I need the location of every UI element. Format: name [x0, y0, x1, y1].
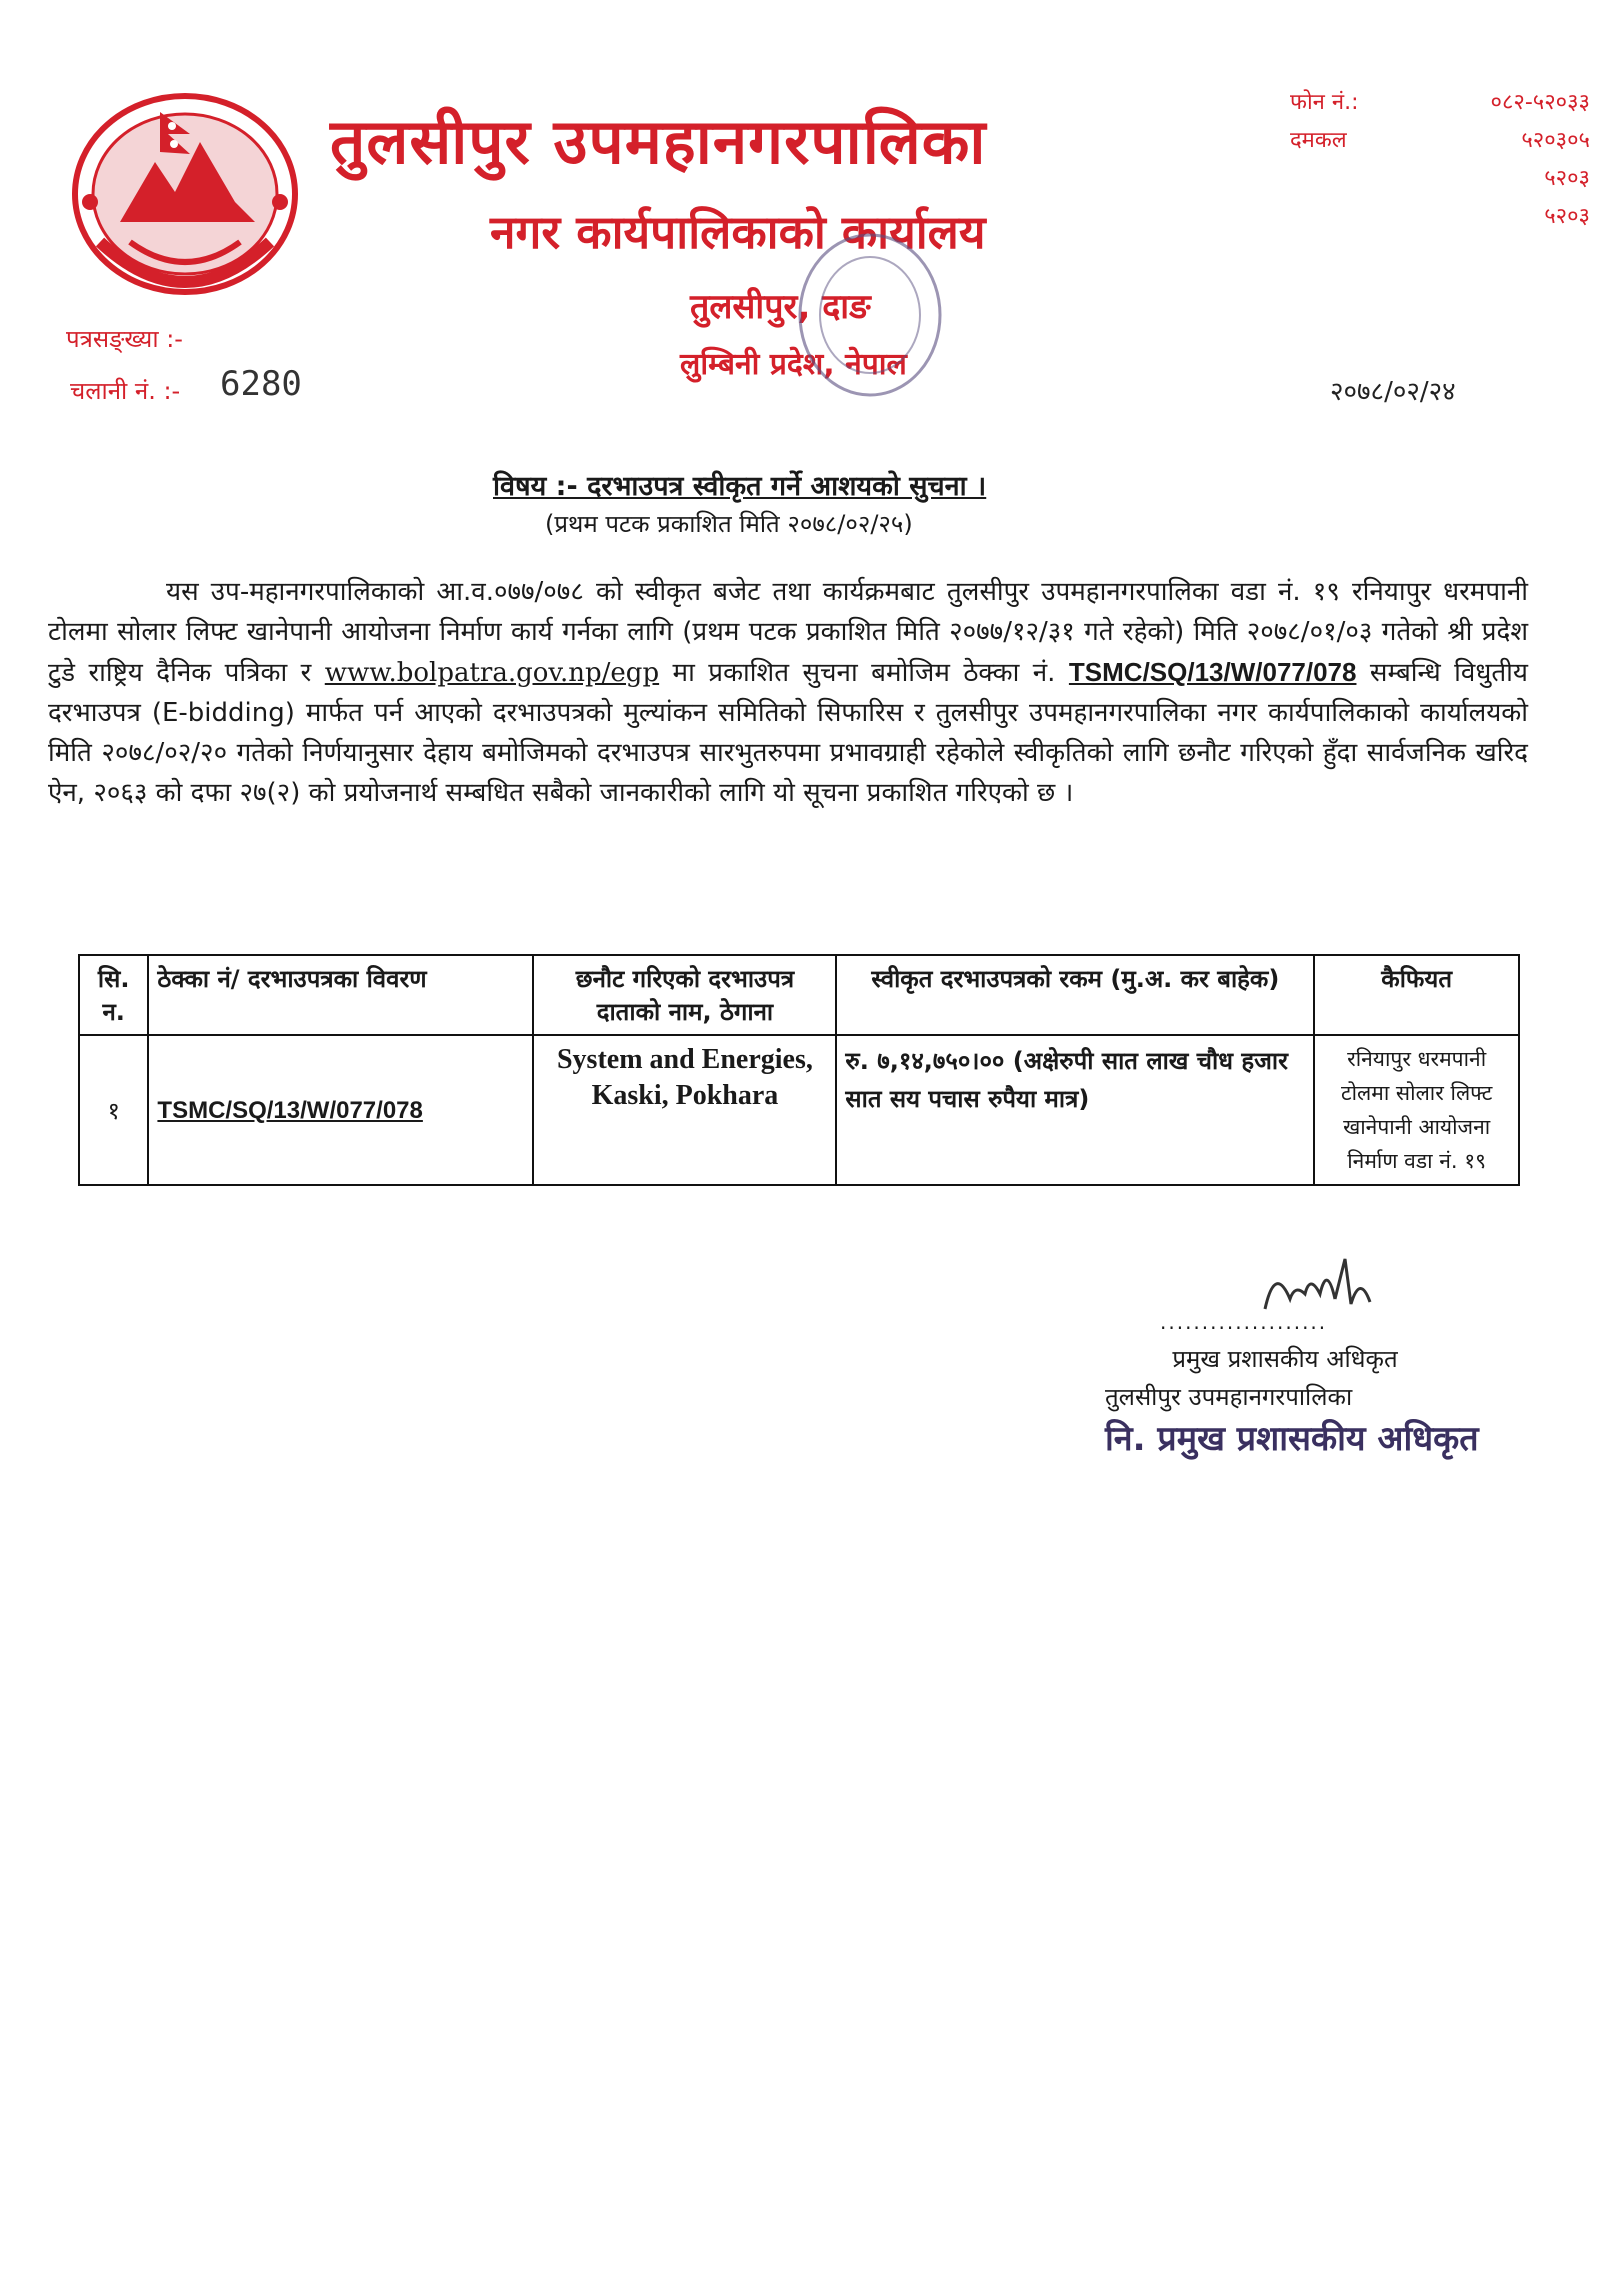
signatory-stamp: नि. प्रमुख प्रशासकीय अधिकृत [1105, 1419, 1479, 1459]
signatory-title: प्रमुख प्रशासकीय अधिकृत [1172, 1345, 1398, 1373]
cell-remarks: रनियापुर धरमपानी टोलमा सोलार लिफ्ट खानेपानी आयोजना निर्माण वडा नं. १९ [1314, 1035, 1519, 1185]
contact-extra: ५२०३ [1544, 166, 1590, 191]
body-text: यस उप-महानगरपालिकाको आ.व.०७७/०७८ को स्वीकृत बजेट तथा कार्यक्रमबाट तुलसीपुर उपमहानगरपालिका वडा नं. १९ रनियापुर धरमपानी टोलमा सोलार लिफ्ट खानेपानी आयोजना निर्माण कार्य गर्नका लागि (प्रथम पटक प्रकाशित मिति २०७७/१२/३१ गते रहेको) मिति २०७८/०१/०३ गतेको श्री प्रदेश टुडे राष्ट्रिय दैनिक पत्रिका र [48, 577, 1528, 688]
cell-contract [148, 1035, 533, 1185]
table-header-row [79, 955, 1519, 1035]
award-table [78, 954, 1520, 1186]
body-text: मा प्रकाशित सुचना बमोजिम ठेक्का नं. [659, 658, 1069, 688]
publish-date-note: (प्रथम पटक प्रकाशित मिति २०७८/०२/२५) [545, 510, 913, 538]
nepal-emblem-icon [60, 82, 310, 302]
table-row [79, 1035, 1519, 1185]
body-text: सम्बन्धि विधुतीय दरभाउपत्र (E-bidding) मार्फत पर्न आएको दरभाउपत्रको मुल्यांकन समितिको सिफारिस र तुलसीपुर उपमहानगरपालिका नगर कार्यपालिकाको कार्यालयको मिति २०७८/०२/२० गतेको निर्णयानुसार देहाय बमोजिमको दरभाउपत्र सारभुतरुपमा प्रभावग्राही रहेकोले स्वीकृतिको लागि छनौट गरिएको हुँदा सार्वजनिक खरिद ऐन, २०६३ को दफा २७(२) को प्रयोजनार्थ सम्बधित सबैको जानकारीको लागि यो सूचना प्रकाशित गरिएको छ । [48, 658, 1528, 808]
office-title: तुलसीपुर उपमहानगरपालिका [330, 105, 987, 178]
office-city: तुलसीपुर, दाङ [690, 287, 871, 327]
col-bidder: छनौट गरिएको दरभाउपत्र दाताको नाम, ठेगाना [533, 955, 836, 1035]
notice-subject: विषय :- दरभाउपत्र स्वीकृत गर्ने आशयको सुचना । [493, 471, 987, 502]
chalani-number: 6280 [220, 364, 302, 404]
contact-fire: दमकल ५२०३०५ [1290, 128, 1590, 153]
notice-body [48, 572, 1528, 813]
website-link[interactable]: www.bolpatra.gov.np/egp [324, 658, 660, 688]
office-stamp-icon [790, 225, 950, 435]
office-subtitle: नगर कार्यपालिकाको कार्यालय [490, 205, 986, 259]
col-remarks: कैफियत [1314, 955, 1519, 1035]
col-contract: ठेक्का नं/ दरभाउपत्रका विवरण [148, 955, 533, 1035]
col-sn: सि. न. [79, 955, 148, 1035]
contract-number: TSMC/SQ/13/W/077/078 [1068, 657, 1357, 687]
signatory-org: तुलसीपुर उपमहानगरपालिका [1105, 1383, 1353, 1411]
letter-date: २०७८/०२/२४ [1330, 377, 1456, 407]
cell-bidder: System and Energies, Kaski, Pokhara [533, 1035, 836, 1185]
cell-sn: १ [79, 1035, 148, 1185]
office-province: लुम्बिनी प्रदेश, नेपाल [680, 347, 907, 382]
chalani-label: चलानी नं. :- [70, 377, 181, 405]
reference-label: पत्रसङ्ख्या :- [66, 325, 183, 353]
cell-amount: रु. ७,१४,७५०।०० (अक्षेरुपी सात लाख चौध हजार सात सय पचास रुपैया मात्र) [836, 1035, 1314, 1185]
col-amount: स्वीकृत दरभाउपत्रको रकम (मु.अ. कर बाहेक) [836, 955, 1314, 1035]
contact-extra: ५२०३ [1544, 204, 1590, 229]
contract-number: TSMC/SQ/13/W/077/078 [157, 1096, 423, 1124]
contact-phone: फोन नं.: ०८२-५२०३३ [1290, 90, 1590, 115]
contact-numbers [1290, 84, 1590, 236]
signature-line: .................... [1160, 1310, 1328, 1334]
